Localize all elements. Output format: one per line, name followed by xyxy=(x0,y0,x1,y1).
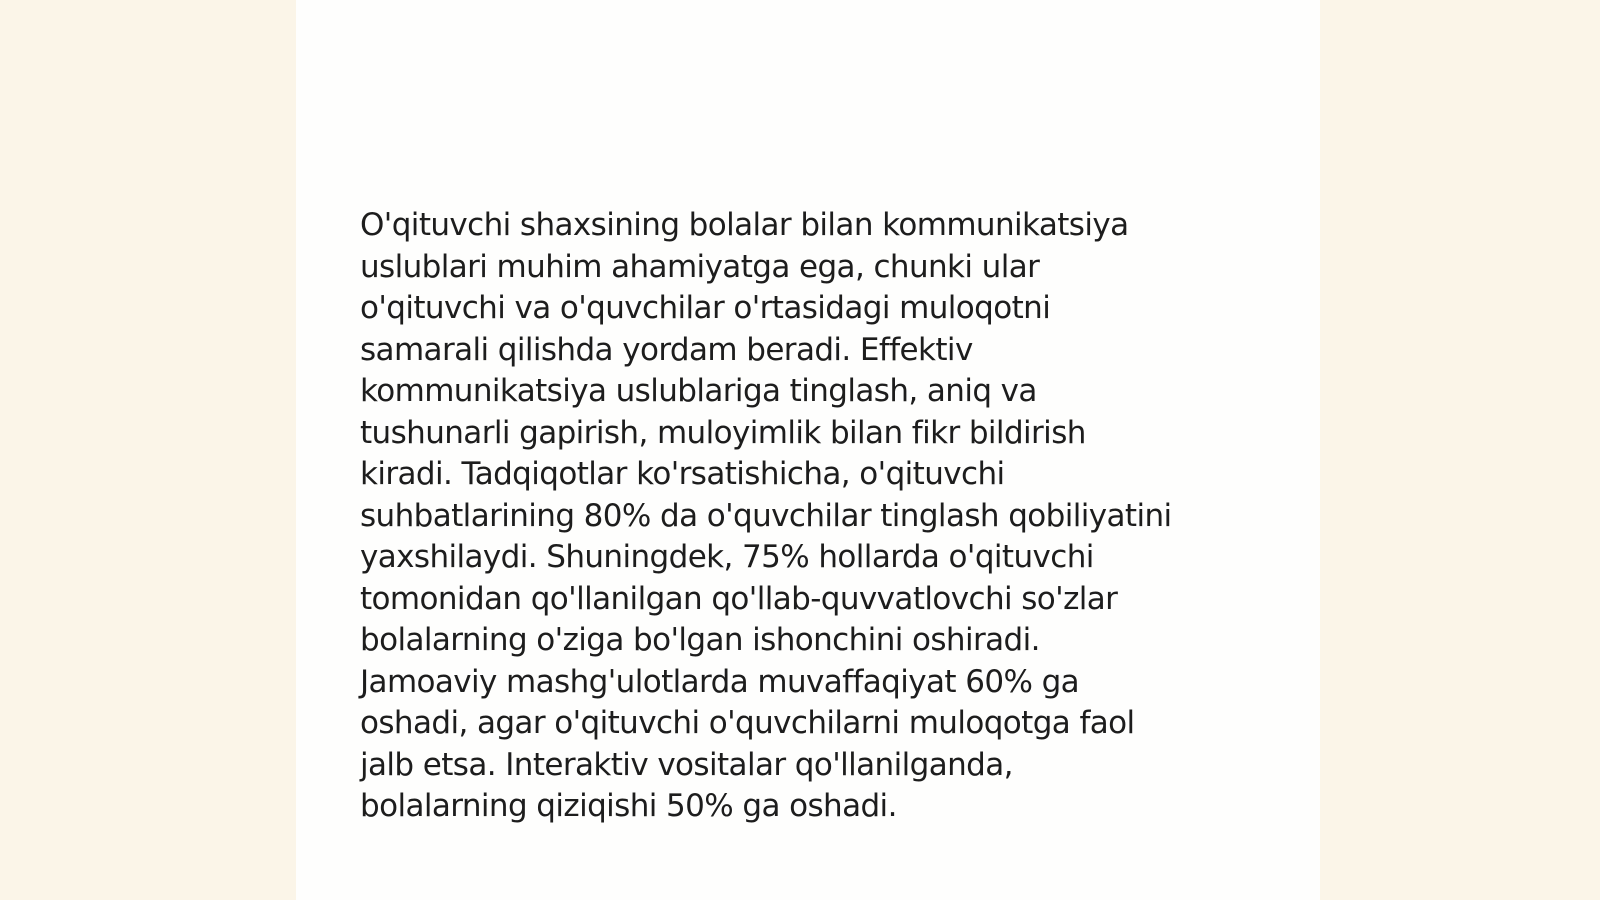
paragraph-line: suhbatlarining 80% da o'quvchilar tinglash qobiliyatini xyxy=(360,497,1172,534)
paragraph-line: o'qituvchi va o'quvchilar o'rtasidagi muloqotni xyxy=(360,290,1051,326)
paragraph-line: uslublari muhim ahamiyatga ega, chunki ular xyxy=(360,248,1040,285)
document-page xyxy=(296,0,1320,900)
paragraph-line: samarali qilishda yordam beradi. Effektiv xyxy=(360,331,973,368)
paragraph-line: bolalarning qiziqishi 50% ga oshadi. xyxy=(360,788,897,824)
paragraph-line: yaxshilaydi. Shuningdek, 75% hollarda o'qituvchi xyxy=(360,539,1094,575)
paragraph-line: Jamoaviy mashg'ulotlarda muvaffaqiyat 60% ga xyxy=(360,663,1080,700)
paragraph-line: tomonidan qo'llanilgan qo'llab-quvvatlovchi so'zlar xyxy=(360,580,1118,617)
body-paragraph xyxy=(360,205,1260,828)
paragraph-line: oshadi, agar o'qituvchi o'quvchilarni muloqotga faol xyxy=(360,705,1135,741)
paragraph-line: jalb etsa. Interaktiv vositalar qo'llanilganda, xyxy=(360,746,1013,783)
paragraph-line: kommunikatsiya uslublariga tinglash, aniq va xyxy=(360,373,1037,409)
paragraph-line: tushunarli gapirish, muloyimlik bilan fikr bildirish xyxy=(360,414,1086,451)
paragraph-line: O'qituvchi shaxsining bolalar bilan kommunikatsiya xyxy=(360,207,1129,243)
paragraph-line: kiradi. Tadqiqotlar ko'rsatishicha, o'qituvchi xyxy=(360,456,1005,492)
paragraph-line: bolalarning o'ziga bo'lgan ishonchini oshiradi. xyxy=(360,622,1040,658)
